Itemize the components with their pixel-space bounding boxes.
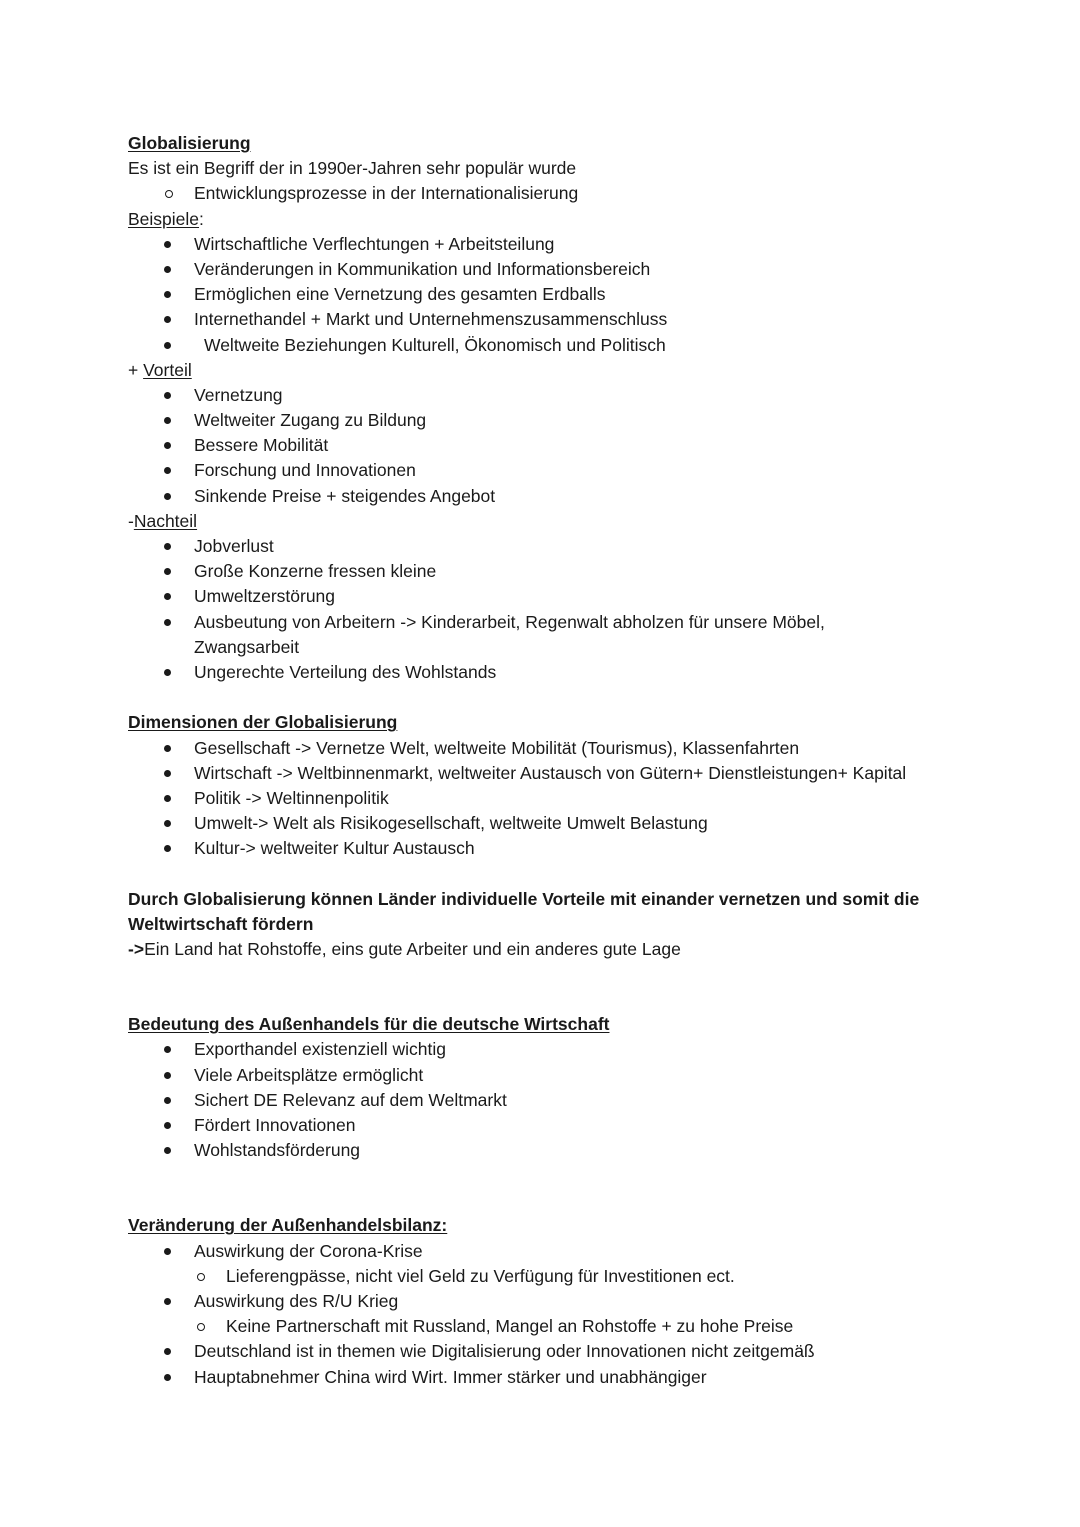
cons-prefix: -: [128, 510, 134, 531]
intro-subpoint: Entwicklungsprozesse in der Internationalisierung: [128, 181, 988, 206]
heading-handelsbilanz: Veränderung der Außenhandelsbilanz:: [128, 1215, 448, 1236]
list-subitem: Keine Partnerschaft mit Russland, Mangel an Rohstoffe + zu hohe Preise: [128, 1314, 988, 1339]
spacer: [128, 1163, 988, 1213]
list-item: Bessere Mobilität: [128, 433, 988, 458]
heading-aussenhandel: Bedeutung des Außenhandels für die deutsche Wirtschaft: [128, 1014, 610, 1035]
list-item: Weltweiter Zugang zu Bildung: [128, 408, 988, 433]
arrow-symbol: ->: [128, 939, 145, 960]
list-item: Gesellschaft -> Vernetze Welt, weltweite Mobilität (Tourismus), Klassenfahrten: [128, 736, 988, 761]
list-item: Fördert Innovationen: [128, 1113, 988, 1138]
heading-globalisierung: Globalisierung: [128, 133, 251, 153]
document-page: [128, 131, 988, 1390]
pros-prefix: +: [128, 359, 144, 380]
list-item: Ermöglichen eine Vernetzung des gesamten Erdballs: [128, 282, 988, 307]
list-item: Vernetzung: [128, 383, 988, 408]
list-item: Forschung und Innovationen: [128, 458, 988, 483]
cons-heading: [128, 509, 988, 534]
list-item: Internethandel + Markt und Unternehmenszusammenschluss: [128, 307, 988, 332]
list-item: Umweltzerstörung: [128, 584, 988, 609]
list-item: Kultur-> weltweiter Kultur Austausch: [128, 836, 988, 861]
spacer: [128, 861, 988, 886]
spacer: [128, 962, 988, 1012]
spacer: [128, 685, 988, 710]
list-item: Exporthandel existenziell wichtig: [128, 1037, 988, 1062]
summary-example-text: Ein Land hat Rohstoffe, eins gute Arbeiter und ein anderes gute Lage: [144, 939, 681, 960]
list-item: Politik -> Weltinnenpolitik: [128, 786, 988, 811]
list-item: Hauptabnehmer China wird Wirt. Immer stärker und unabhängiger: [128, 1365, 988, 1390]
list-item: Ungerechte Verteilung des Wohlstands: [128, 660, 988, 685]
list-item: Veränderungen in Kommunikation und Informationsbereich: [128, 257, 988, 282]
summary-example: [128, 937, 988, 962]
list-item: Deutschland ist in themen wie Digitalisierung oder Innovationen nicht zeitgemäß: [128, 1339, 988, 1364]
heading-dimensionen: Dimensionen der Globalisierung: [128, 712, 398, 733]
summary-statement: Durch Globalisierung können Länder individuelle Vorteile mit einander vernetzen und somit die Weltwirtschaft fördern: [128, 888, 920, 934]
pros-label: Vorteil: [143, 359, 192, 380]
intro-text: Es ist ein Begriff der in 1990er-Jahren sehr populär wurde: [128, 158, 577, 179]
cons-label: Nachteil: [133, 510, 198, 531]
examples-colon: :: [199, 208, 204, 229]
list-subitem: Lieferengpässe, nicht viel Geld zu Verfügung für Investitionen ect.: [128, 1264, 988, 1289]
list-item: Sinkende Preise + steigendes Angebot: [128, 484, 988, 509]
list-item: Wirtschaftliche Verflechtungen + Arbeitsteilung: [128, 232, 988, 257]
list-item: Weltweite Beziehungen Kulturell, Ökonomisch und Politisch: [128, 333, 988, 358]
list-item: Ausbeutung von Arbeitern -> Kinderarbeit, Regenwalt abholzen für unsere Möbel, Zwangsarbeit: [128, 610, 934, 660]
examples-heading: [128, 207, 988, 232]
list-item: Sichert DE Relevanz auf dem Weltmarkt: [128, 1088, 988, 1113]
list-item: Wohlstandsförderung: [128, 1138, 988, 1163]
examples-label: Beispiele: [128, 208, 200, 229]
list-item: Auswirkung des R/U Krieg: [128, 1289, 988, 1314]
pros-heading: [128, 358, 988, 383]
list-item: Große Konzerne fressen kleine: [128, 559, 988, 584]
list-item: Auswirkung der Corona-Krise: [128, 1239, 988, 1264]
list-item: Jobverlust: [128, 534, 988, 559]
list-item: Umwelt-> Welt als Risikogesellschaft, weltweite Umwelt Belastung: [128, 811, 988, 836]
list-item: Viele Arbeitsplätze ermöglicht: [128, 1063, 988, 1088]
list-item: Wirtschaft -> Weltbinnenmarkt, weltweiter Austausch von Gütern+ Dienstleistungen+ Kapital: [128, 761, 988, 786]
